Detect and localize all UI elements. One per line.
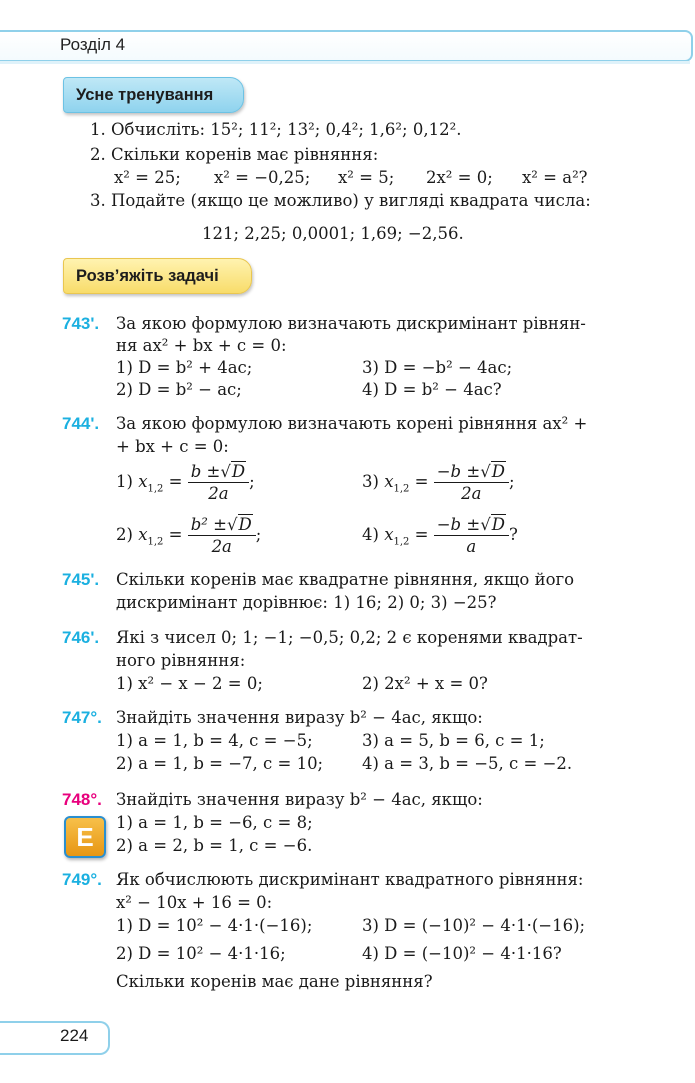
problem-749-text-3: Скільки коренів має дане рівняння?	[116, 972, 433, 991]
problem-747-option-4: 4) a = 3, b = −5, c = −2.	[362, 754, 573, 773]
oral-item-3: 3. Подайте (якщо це можливо) у вигляді квадрата числа:	[90, 191, 591, 210]
header-divider	[0, 61, 690, 64]
problem-744-number: 744'.	[62, 414, 100, 433]
problem-748-option-1: 1) a = 1, b = −6, c = 8;	[116, 813, 313, 832]
oral-numbers: 121; 2,25; 0,0001; 1,69; −2,56.	[202, 224, 464, 243]
problem-748-option-2: 2) a = 2, b = 1, c = −6.	[116, 836, 313, 855]
problem-749-text-2: x² − 10x + 16 = 0:	[116, 893, 273, 912]
page-number-box	[0, 1021, 110, 1055]
problem-743-option-3: 3) D = −b² − 4ac;	[362, 358, 513, 377]
oral-item-2: 2. Скільки коренів має рівняння:	[90, 145, 379, 164]
oral-eq-4: 2x² = 0;	[426, 168, 493, 187]
problem-745-text-1: Скільки коренів має квадратне рівняння, якщо його	[116, 570, 575, 589]
oral-item-1: 1. Обчисліть: 15²; 11²; 13²; 0,4²; 1,6²; 0,12².	[90, 120, 462, 139]
problem-743-option-4: 4) D = b² − 4ac?	[362, 380, 502, 399]
section-title: Розділ 4	[60, 35, 126, 54]
problem-747-number: 747°.	[62, 708, 102, 727]
problem-745-number: 745'.	[62, 570, 100, 589]
problem-749-option-2: 2) D = 10² − 4·1·16;	[116, 944, 286, 963]
tasks-heading: Розв’яжіть задачі	[63, 258, 252, 294]
oral-eq-1: x² = 25;	[114, 168, 181, 187]
problem-749-option-4: 4) D = (−10)² − 4·1·16?	[362, 944, 562, 963]
problem-745-text-2: дискримінант дорівнює: 1) 16; 2) 0; 3) −25?	[116, 593, 497, 612]
problem-743-option-2: 2) D = b² − ac;	[116, 380, 242, 399]
problem-749-number: 749°.	[62, 870, 102, 889]
problem-744-text-2: + bx + c = 0:	[116, 437, 229, 456]
problem-747-option-3: 3) a = 5, b = 6, c = 1;	[362, 731, 545, 750]
problem-746-text-1: Які з чисел 0; 1; −1; −0,5; 0,2; 2 є коренями квадрат-	[116, 628, 583, 647]
problem-746-option-1: 1) x² − x − 2 = 0;	[116, 674, 263, 693]
formula-option-3: 3) $x_{1,2}$ = $\frac{-b \pm√D}{2a}$ ;	[362, 462, 515, 503]
oral-training-heading: Усне тренування	[63, 77, 244, 113]
problem-746-text-2: ного рівняння:	[116, 651, 246, 670]
problem-748-text-1: Знайдіть значення виразу b² − 4ac, якщо:	[116, 790, 483, 809]
problem-746-option-2: 2) 2x² + x = 0?	[362, 674, 488, 693]
problem-749-option-1: 1) D = 10² − 4·1·(−16);	[116, 916, 313, 935]
difficulty-e-icon: E	[64, 816, 106, 858]
problem-749-text-1: Як обчислюють дискримінант квадратного рівняння:	[116, 870, 584, 889]
oral-eq-3: x² = 5;	[338, 168, 395, 187]
problem-746-number: 746'.	[62, 628, 100, 647]
problem-743-text-2: ня ax² + bx + c = 0:	[116, 336, 287, 355]
problem-743-option-1: 1) D = b² + 4ac;	[116, 358, 253, 377]
oral-eq-5: x² = a²?	[522, 168, 588, 187]
problem-743-text-1: За якою формулою визначають дискримінант рівнян-	[116, 314, 586, 333]
problem-744-text-1: За якою формулою визначають корені рівняння ax² +	[116, 414, 588, 433]
formula-option-4: 4) $x_{1,2}$ = $\frac{-b \pm√D}{a}$ ?	[362, 515, 518, 556]
formula-option-2: 2) $x_{1,2}$ = $\frac{\text{b² ±√D}}{2a}$ ;	[116, 515, 262, 556]
problem-747-option-1: 1) a = 1, b = 4, c = −5;	[116, 731, 313, 750]
problem-748-number: 748°.	[62, 790, 102, 809]
page-number: 224	[60, 1026, 89, 1045]
formula-option-1: 1) $x_{1,2}$ = $\frac{b \pm√D}{2a}$ ;	[116, 462, 255, 503]
oral-eq-2: x² = −0,25;	[214, 168, 311, 187]
problem-749-option-3: 3) D = (−10)² − 4·1·(−16);	[362, 916, 586, 935]
problem-747-option-2: 2) a = 1, b = −7, c = 10;	[116, 754, 324, 773]
problem-747-text-1: Знайдіть значення виразу b² − 4ac, якщо:	[116, 708, 483, 727]
problem-743-number: 743'.	[62, 314, 100, 333]
